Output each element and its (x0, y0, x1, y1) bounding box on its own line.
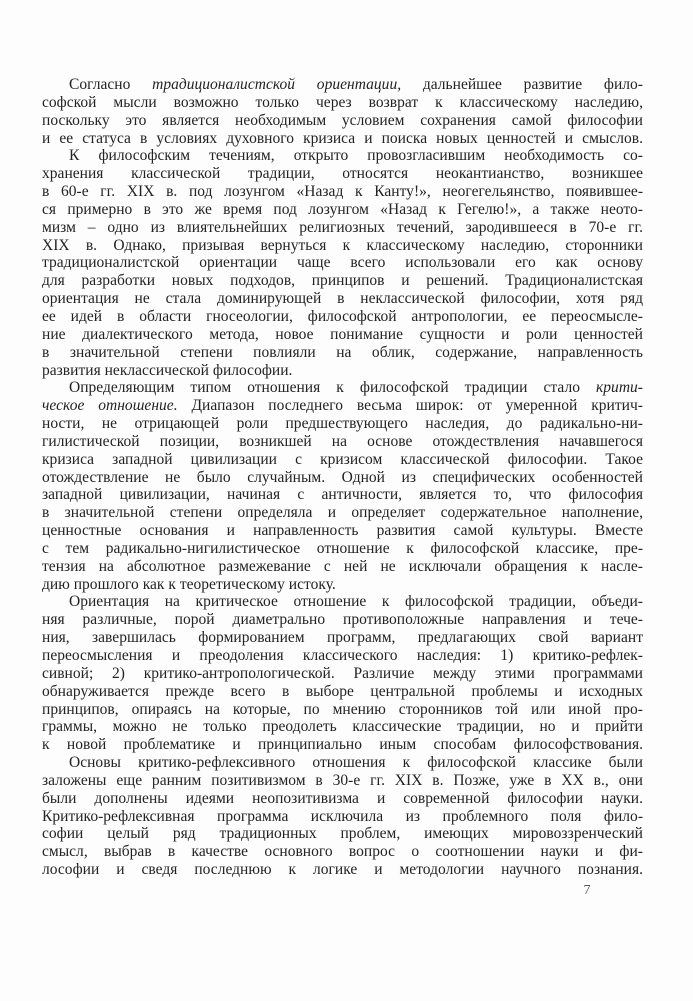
text-run: Основы критико-рефлексивного отношения к философской классике были (69, 754, 643, 772)
text-line (42, 772, 643, 790)
text-line (42, 94, 643, 112)
text-line (42, 825, 643, 843)
text-run: западной цивилизации, начиная с античности, является то, что философия (42, 486, 643, 504)
text-run: хранения классической традиции, относятся неокантианство, возникшее (42, 165, 643, 183)
text-run: смысл, выбрав в качестве основного вопрос о соотношении науки и фи- (42, 843, 643, 861)
text-run: заложены еще ранним позитивизмом в 30-е гг. XIX в. Позже, уже в XX в., они (42, 771, 643, 789)
text-line (42, 736, 643, 754)
text-run: ся примерно в это же время под лозунгом «Назад к Гегелю!», а также неото- (42, 200, 643, 218)
text-line (42, 522, 643, 540)
text-line (42, 486, 643, 504)
paragraph (42, 379, 643, 593)
text-line (42, 451, 643, 469)
text-line (42, 593, 643, 611)
text-run: в значительной степени повлияли на облик, содержание, направленность (42, 343, 643, 361)
text-line (42, 272, 643, 290)
text-line (42, 701, 643, 719)
text-run: XIX в. Однако, призывая вернуться к классическому наследию, сторонники (42, 236, 643, 254)
page-number: 7 (583, 883, 591, 898)
text-run: лософии и сведя последнюю к логике и методологии научного познания. (42, 861, 643, 879)
text-run: в 60-е гг. XIX в. под лозунгом «Назад к Канту!», неогегельянство, появившее- (42, 183, 643, 201)
paragraph (42, 593, 643, 754)
text-run: кризиса западной цивилизации с кризисом классической философии. Такое (42, 450, 643, 468)
text-line (42, 254, 643, 272)
text-line (42, 415, 643, 433)
text-run: дальнейшее развитие фило- (401, 76, 643, 93)
text-run: Согласно (69, 76, 153, 93)
text-line (42, 647, 643, 665)
text-line (42, 629, 643, 647)
text-run: няя различные, порой диаметрально противоположные направления и тече- (42, 611, 643, 629)
text-line (42, 754, 643, 772)
paragraph (42, 76, 643, 147)
text-line (42, 201, 643, 219)
text-line (42, 718, 643, 736)
text-run: поскольку это является необходимым условием сохранения самой философии (42, 111, 643, 129)
text-line (42, 165, 643, 183)
text-run: гилистической позиции, возникшей на основе отождествления начавшегося (42, 432, 643, 450)
text-run: ее идей в области гносеологии, философской антропологии, ее переосмысле- (42, 307, 643, 325)
text-run: и ее статуса в условиях духовного кризиса и поиска новых ценностей и смыслов. (42, 129, 643, 147)
text-run: ориентация не стала доминирующей в неклассической философии, хотя ряд (42, 290, 643, 308)
text-run: к новой проблематике и принципиально иным способам философствования. (42, 736, 643, 754)
text-line (42, 219, 643, 237)
text-line (42, 308, 643, 326)
text-run: К философским течениям, открыто провозгласившим необходимость со- (69, 147, 643, 165)
text-run: ности, не отрицающей роли предшествующего наследия, до радикально-ни- (42, 415, 643, 433)
text-column (42, 76, 643, 879)
italic-text-run: ческое отношение. (42, 397, 178, 415)
text-line (42, 469, 643, 487)
text-run: развития неклассической философии. (42, 361, 293, 379)
text-run: тензия на абсолютное размежевание с ней не исключали обращения к насле- (42, 557, 643, 575)
italic-text-run: крити- (596, 379, 643, 397)
text-run: были дополнены идеями неопозитивизма и современной философии науки. (42, 789, 643, 807)
text-line (42, 843, 643, 861)
paragraph (42, 147, 643, 379)
text-line (42, 611, 643, 629)
text-run: ценностные основания и направленность развития самой культуры. Вместе (42, 522, 643, 540)
text-line (42, 558, 643, 576)
text-line (42, 183, 643, 201)
text-line (42, 290, 643, 308)
text-run: обнаруживается прежде всего в выборе центральной проблемы и исходных (42, 682, 643, 700)
text-run: переосмысления и преодоления классического наследия: 1) критико-рефлек- (42, 647, 643, 664)
text-run: традиционалистской ориентации чаще всего использовали его как основу (42, 254, 643, 272)
text-run: в значительной степени определяла и определяет содержательное наполнение, (42, 504, 643, 522)
text-line (42, 76, 643, 94)
text-run: для разработки новых подходов, принципов и решений. Традиционалистская (42, 272, 643, 290)
text-line (42, 379, 643, 397)
italic-text-run: традиционалистской ориентации, (152, 76, 402, 93)
text-line (42, 665, 643, 683)
text-run: Диапазон последнего весьма широк: от умеренной критич- (177, 397, 643, 415)
text-run: граммы, можно не только преодолеть классические традиции, но и прийти (42, 718, 643, 736)
text-line (42, 112, 643, 130)
text-line (42, 504, 643, 522)
text-line (42, 397, 643, 415)
text-line (42, 237, 643, 255)
text-run: дию прошлого как к теоретическому истоку. (42, 575, 336, 593)
text-run: с тем радикально-нигилистическое отношение к философской классике, пре- (42, 539, 643, 557)
text-run: Критико-рефлексивная программа исключила из проблемного поля фило- (42, 807, 643, 825)
text-line (42, 344, 643, 362)
text-line (42, 130, 643, 148)
text-run: софии целый ряд традиционных проблем, имеющих мировоззренческий (42, 825, 643, 843)
text-line (42, 147, 643, 165)
text-run: сивной; 2) критико-антропологической. Различие между этими программами (42, 664, 643, 682)
text-run: Определяющим типом отношения к философской традиции стало (69, 379, 597, 397)
text-line (42, 790, 643, 808)
text-run: отождествление не было случайным. Одной из специфических особенностей (42, 468, 643, 486)
text-run: Ориентация на критическое отношение к философской традиции, объеди- (69, 593, 643, 611)
text-run: принципов, опираясь на которые, по мнению сторонников той или иной про- (42, 700, 643, 718)
text-line (42, 861, 643, 879)
text-run: ние диалектического метода, новое понимание сущности и роли ценностей (42, 325, 643, 343)
text-run: мизм – одно из влиятельнейших религиозных течений, зародившееся в 70-е гг. (42, 218, 643, 236)
text-line (42, 362, 643, 380)
text-line (42, 576, 643, 594)
text-line (42, 808, 643, 826)
text-line (42, 433, 643, 451)
text-run: ния, завершилась формированием программ, предлагающих свой вариант (42, 629, 643, 647)
text-line (42, 540, 643, 558)
text-run: софской мысли возможно только через возврат к классическому наследию, (42, 93, 643, 111)
paragraph (42, 754, 643, 879)
text-line (42, 683, 643, 701)
text-line (42, 326, 643, 344)
